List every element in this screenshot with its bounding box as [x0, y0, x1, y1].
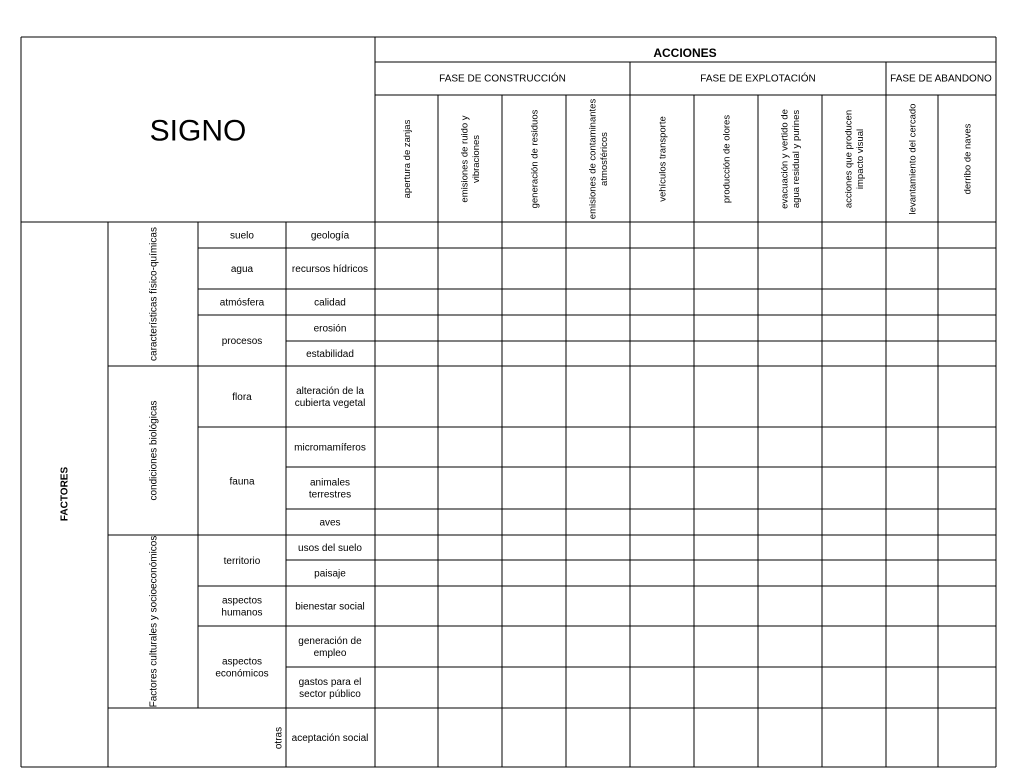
action-header: vehículos transporte [657, 116, 669, 202]
acciones-title: ACCIONES [653, 46, 717, 61]
element-label: calidad [314, 297, 346, 309]
phase-label: FASE DE CONSTRUCCIÓN [439, 73, 566, 85]
action-header: producción de olores [721, 114, 733, 204]
element-label: estabilidad [306, 349, 354, 360]
element-label: recursos hídricos [291, 264, 369, 275]
subfactor-label: agua [230, 264, 254, 275]
action-header: derribo de naves [962, 123, 974, 195]
element-label: paisaje [314, 568, 346, 580]
signo-title: SIGNO [149, 114, 247, 148]
element-label: animales terrestres [308, 477, 352, 501]
action-header: emisiones de ruido yvibraciones [459, 115, 482, 203]
subfactor-label: territorio [223, 556, 261, 567]
category-label: características físico-químicas [148, 227, 160, 361]
action-header: levantamiento del cercado [907, 103, 919, 215]
matrix-labels [60, 46, 993, 749]
element-label: alteración de la cubierta vegetal [294, 386, 366, 409]
subfactor-label: flora [232, 392, 252, 403]
subfactor-label: procesos [221, 336, 263, 347]
element-label: aceptación social [291, 733, 369, 744]
category-label: Factores culturales y socioeconómicos [148, 535, 160, 708]
action-header: emisiones de contaminantesatmosféricos [587, 98, 610, 220]
phase-label: FASE DE ABANDONO [890, 73, 992, 85]
phase-label: FASE DE EXPLOTACIÓN [700, 73, 816, 85]
subfactor-label: suelo [230, 230, 254, 242]
action-header: evacuación y vertido deagua residual y purines [779, 109, 802, 209]
subfactor-label: atmósfera [219, 297, 265, 309]
category-label: condiciones biológicas [148, 400, 160, 501]
element-label: usos del suelo [298, 543, 362, 554]
subfactor-label: fauna [229, 476, 255, 488]
action-header: generación de residuos [529, 109, 541, 209]
subfactor-label: aspectos económicos [215, 656, 269, 680]
element-label: bienestar social [295, 601, 365, 613]
category-label: otras [273, 726, 285, 750]
element-label: erosión [313, 323, 347, 335]
element-label: geología [310, 230, 350, 242]
action-header: apertura de zanjas [401, 119, 413, 199]
factores-title: FACTORES [59, 466, 71, 522]
element-label: gastos para el sector público [298, 677, 362, 700]
subfactor-label: aspectos humanos [221, 595, 263, 619]
element-label: aves [319, 517, 341, 529]
element-label: generación de empleo [298, 636, 362, 659]
action-header: acciones que producenimpacto visual [843, 109, 866, 209]
element-label: micromamíferos [294, 442, 366, 454]
